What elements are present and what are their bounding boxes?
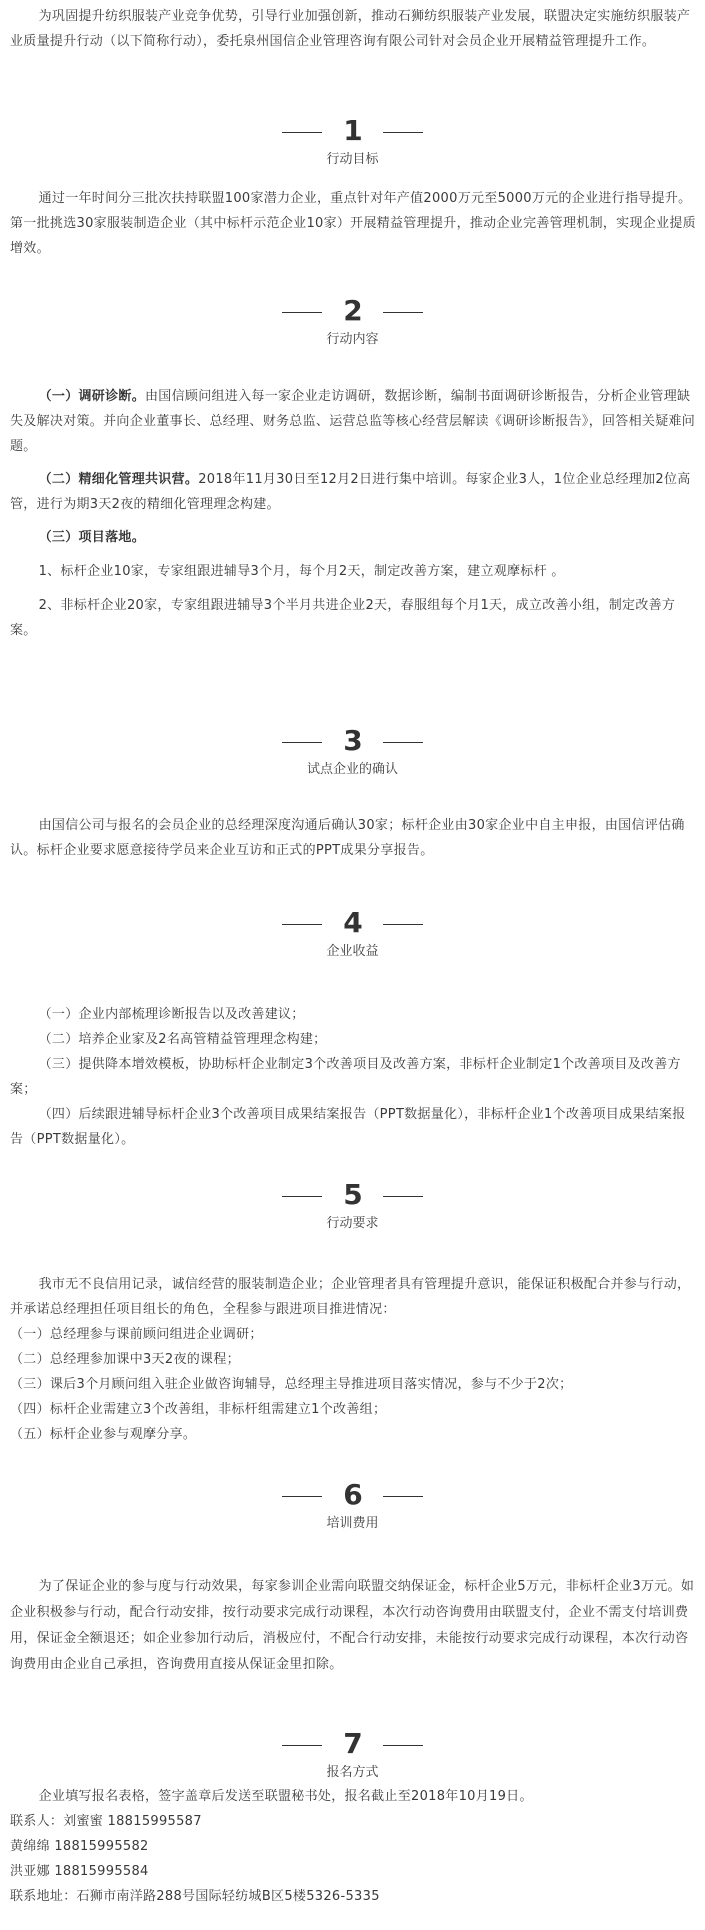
section-5-body [10,1272,696,1447]
section-number: 2 [343,294,363,327]
section-5-header [0,1176,705,1236]
section-7-header [0,1725,705,1785]
section-number: 6 [343,1478,363,1511]
benefit-item: （一）企业内部梳理诊断报告以及改善建议； [38,1007,305,1022]
item-landing [10,525,696,550]
section-number: 3 [343,724,363,757]
item-text: 2018年11月30日至12月2日进行集中培训。每家企业3人，1位企业总经理加2位高管，进行为期3天2夜的精细化管理理念构建。 [10,472,691,512]
benefit-item: （四）后续跟进辅导标杆企业3个改善项目成果结案报告（PPT数据量化），非标杆企业1个改善项目成果结案报告（PPT数据量化）。 [10,1107,686,1147]
section-2-header [0,292,705,352]
requirement-item: （一）总经理参与课前顾问组进企业调研； [10,1327,263,1342]
divider-line [282,132,322,133]
divider-line [282,1196,322,1197]
item-camp [10,467,696,517]
section-3-body [10,813,696,863]
requirement-item: （三）课后3个月顾问组入驻企业做咨询辅导，总经理主导推进项目落实情况，参与不少于2次； [10,1377,573,1392]
divider-line [383,1745,423,1746]
benefit-item: （三）提供降本增效模板，协助标杆企业制定3个改善项目及改善方案，非标杆企业制定1个改善项目及改善方案； [10,1057,681,1097]
divider-line [383,1196,423,1197]
benefit-item: （二）培养企业家及2名高管精益管理理念构建； [38,1032,327,1047]
contact-address: 联系地址：石狮市南洋路288号国际轻纺城B区5楼5326-5335 [10,1889,380,1904]
section-number: 4 [343,906,363,939]
section-title: 行动目标 [326,152,379,167]
requirement-item: （四）标杆企业需建立3个改善组，非标杆组需建立1个改善组； [10,1402,387,1417]
section-title: 试点企业的确认 [306,762,398,777]
section-3-header [0,722,705,782]
contact-line: 洪亚娜 18815995584 [10,1864,149,1879]
section-4-header [0,904,705,964]
section-4-body [10,1002,696,1152]
item-label: （一）调研诊断。 [38,389,145,404]
divider-line [383,312,423,313]
section-1-header [0,112,705,172]
divider-line [383,1496,423,1497]
divider-line [383,132,423,133]
section-6-paragraph: 为了保证企业的参与度与行动效果，每家参训企业需向联盟交纳保证金，标杆企业5万元，非标杆企业3万元。如企业积极参与行动，配合行动安排，按行动要求完成行动课程，本次行动咨询费用由联盟支付，企业不需支付培训费用，保证金全额退还；如企业参加行动后，消极应付，不配合行动安排，未能按行动要求完成行动课程，本次行动咨询费用由企业自己承担，咨询费用直接从保证金里扣除。 [10,1579,695,1672]
registration-paragraph: 企业填写报名表格，签字盖章后发送至联盟秘书处，报名截止至2018年10月19日。 [38,1789,533,1804]
section-title: 行动内容 [326,332,379,347]
item-label: （三）项目落地。 [38,530,145,545]
requirement-item: （五）标杆企业参与观摩分享。 [10,1427,197,1442]
intro-block [10,4,696,54]
section-title: 报名方式 [326,1765,379,1780]
item-landing-nonbenchmark: 2、非标杆企业20家，专家组跟进辅导3个半月共进企业2天，春服组每个月1天，成立改善小组，制定改善方案。 [10,598,676,638]
section-3-paragraph: 由国信公司与报名的会员企业的总经理深度沟通后确认30家；标杆企业由30家企业中自主申报，由国信评估确认。标杆企业要求愿意接待学员来企业互访和正式的PPT成果分享报告。 [10,818,685,858]
item-landing-benchmark: 1、标杆企业10家，专家组跟进辅导3个月，每个月2天，制定改善方案，建立观摩标杆 。 [38,564,565,579]
section-number: 1 [343,114,363,147]
item-text: 由国信顾问组进入每一家企业走访调研，数据诊断，编制书面调研诊断报告，分析企业管理缺失及解决对策。并向企业董事长、总经理、财务总监、运营总监等核心经营层解读《调研诊断报告》，回答相关疑难问题。 [10,389,696,454]
section-number: 7 [343,1727,363,1760]
section-5-paragraph: 我市无不良信用记录，诚信经营的服装制造企业；企业管理者具有管理提升意识，能保证积极配合并参与行动，并承诺总经理担任项目组长的角色，全程参与跟进项目推进情况： [10,1277,691,1317]
section-title: 培训费用 [326,1516,379,1531]
divider-line [282,742,322,743]
divider-line [282,924,322,925]
section-6-body [10,1574,696,1678]
section-1-paragraph: 通过一年时间分三批次扶持联盟100家潜力企业，重点针对年产值2000万元至5000万元的企业进行指导提升。第一批挑选30家服装制造企业（其中标杆示范企业10家）开展精益管理提升，推动企业完善管理机制，实现企业提质增效。 [10,191,696,256]
section-title: 企业收益 [326,944,379,959]
intro-paragraph: 为巩固提升纺织服装产业竞争优势，引导行业加强创新，推动石狮纺织服装产业发展，联盟决定实施纺织服装产业质量提升行动（以下简称行动），委托泉州国信企业管理咨询有限公司针对会员企业开展精益管理提升工作。 [10,9,691,49]
item-label: （二）精细化管理共识营。 [38,472,199,487]
divider-line [282,312,322,313]
contact-line: 联系人：刘蜜蜜 18815995587 [10,1814,202,1829]
section-1-body [10,186,696,261]
contact-line: 黄绵绵 18815995582 [10,1839,149,1854]
divider-line [383,742,423,743]
requirement-item: （二）总经理参加课中3天2夜的课程； [10,1352,240,1367]
divider-line [282,1496,322,1497]
section-title: 行动要求 [326,1216,379,1231]
divider-line [282,1745,322,1746]
divider-line [383,924,423,925]
section-number: 5 [343,1178,363,1211]
section-6-header [0,1476,705,1536]
section-7-body [10,1784,696,1909]
item-research [10,384,696,459]
section-2-body [10,384,696,643]
